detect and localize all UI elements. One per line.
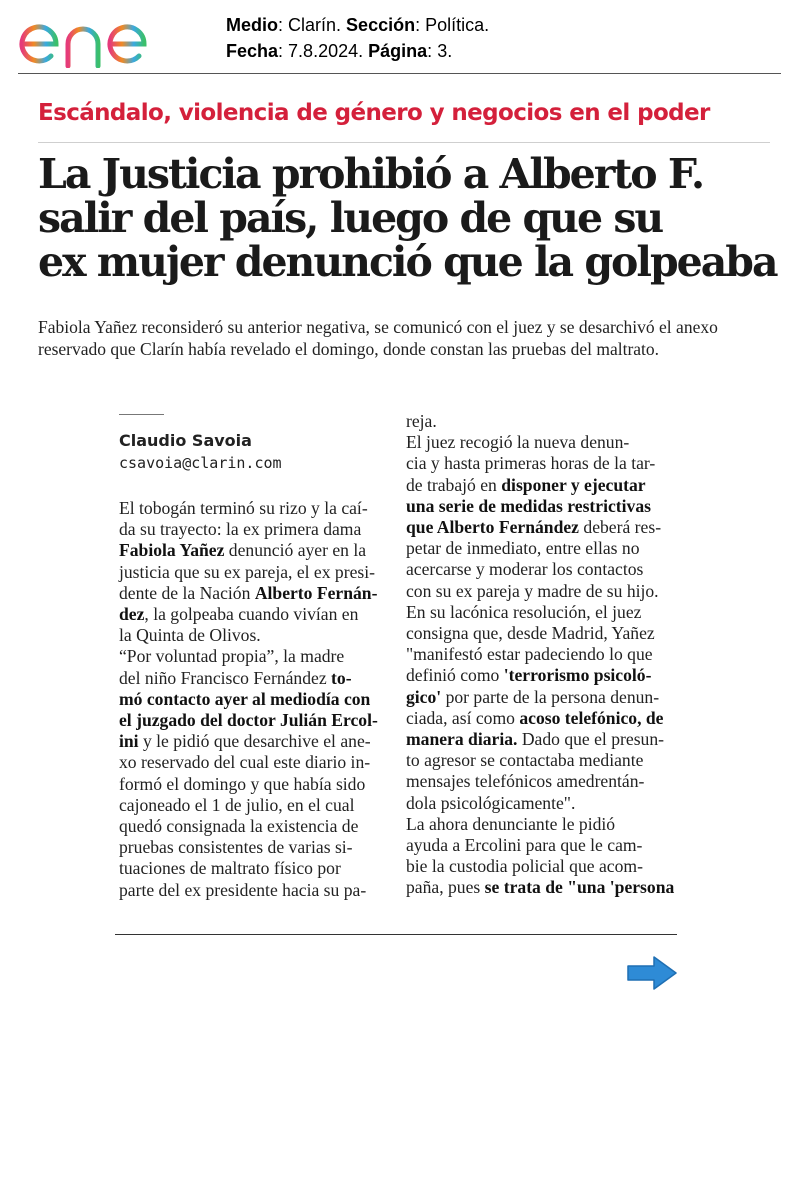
emphasized-text: se trata de "una 'persona	[484, 877, 675, 898]
article-text-line: xo reservado del cual este diario in-	[119, 752, 371, 773]
article-text-line: dez, la golpeaba cuando vivían en	[119, 604, 359, 625]
emphasized-text: dez	[119, 604, 145, 625]
clipping-metadata: Medio: Clarín. Sección: Política. Fecha: 7.8.2024. Página: 3.	[226, 15, 490, 61]
article-text-line: parte del ex presidente hacia su pa-	[119, 879, 367, 900]
article-column-right	[406, 411, 674, 899]
pagina-value: 3.	[437, 41, 453, 61]
author-email: csavoia@clarin.com	[119, 454, 282, 472]
article-text-line: acercarse y moderar los contactos	[406, 559, 644, 580]
article-column-left	[119, 498, 387, 901]
article-text-line	[406, 496, 674, 517]
emphasized-text: mó contacto ayer al mediodía con	[119, 688, 371, 709]
emphasized-text: el juzgado del doctor Julián Ercol-	[119, 710, 378, 731]
article-text-line: paña, pues se trata de "una 'persona	[406, 877, 675, 898]
article-text-line: petar de inmediato, entre ellas no	[406, 538, 640, 559]
enel-logo	[18, 6, 190, 68]
medio-value: Clarín.	[288, 15, 342, 35]
article-text-line: En su lacónica resolución, el juez	[406, 601, 642, 622]
article-text-line: justicia que su ex pareja, el ex presi-	[119, 561, 375, 582]
emphasized-text: ini	[119, 731, 139, 752]
article-text-line: dente de la Nación Alberto Fernán-	[119, 582, 378, 603]
article-text-line: ayuda a Ercolini para que le cam-	[406, 835, 643, 856]
fecha-label: Fecha	[226, 41, 279, 61]
article-text-line: gico' por parte de la persona denun-	[406, 686, 660, 707]
fecha-value: 7.8.2024.	[288, 41, 364, 61]
emphasized-text: Fabiola Yañez	[119, 540, 225, 561]
emphasized-text: 'terrorismo psicoló-	[503, 665, 652, 686]
article-text-line: to agresor se contactaba mediante	[406, 750, 644, 771]
article-text-line: la Quinta de Olivos.	[119, 625, 261, 646]
article-text-line: da su trayecto: la ex primera dama	[119, 519, 362, 540]
emphasized-text: acoso telefónico, de	[519, 707, 664, 728]
header-divider	[18, 73, 781, 74]
article-text-line: quedó consignada la existencia de	[119, 816, 359, 837]
article-text-line: del niño Francisco Fernández to-	[119, 667, 352, 688]
author-name: Claudio Savoia	[119, 431, 252, 450]
article-text-line: consigna que, desde Madrid, Yañez	[406, 623, 655, 644]
article-text-line: reja.	[406, 411, 437, 431]
article-text-line: ciada, así como acoso telefónico, de	[406, 707, 664, 728]
article-text-line: pruebas consistentes de varias si-	[119, 837, 353, 858]
article-text-line: con su ex pareja y madre de su hijo.	[406, 580, 659, 601]
article-text-line: dola psicológicamente".	[406, 792, 576, 813]
emphasized-text: to-	[331, 667, 352, 688]
emphasized-text: Alberto Fernán-	[254, 582, 378, 603]
headline-line: ex mujer denunció que la golpeaba	[38, 238, 777, 286]
emphasized-text: que Alberto Fernández	[406, 517, 579, 538]
byline-divider	[119, 414, 164, 415]
article-text-line: de trabajó en disponer y ejecutar	[406, 474, 646, 495]
article-text-line: cia y hasta primeras horas de la tar-	[406, 453, 656, 474]
article-text-line: El juez recogió la nueva denun-	[406, 432, 630, 453]
medio-label: Medio	[226, 15, 278, 35]
deck-line: reservado que Clarín había revelado el domingo, donde constan las pruebas del maltrato.	[38, 339, 660, 359]
article-text-line: La ahora denunciante le pidió	[406, 813, 616, 834]
article-text-line: formó el domingo y que había sido	[119, 773, 366, 794]
deck-line: Fabiola Yañez reconsideró su anterior negativa, se comunicó con el juez y se desarchivó el anexo	[38, 317, 718, 337]
article-text-line: cajoneado el 1 de julio, en el cual	[119, 794, 355, 815]
article-text-line: definió como 'terrorismo psicoló-	[406, 665, 652, 686]
article-text-line: manera diaria. Dado que el presun-	[406, 729, 664, 750]
article-text-line: bie la custodia policial que acom-	[406, 856, 643, 877]
pagina-label: Página	[368, 41, 428, 61]
article-text-line: tuaciones de maltrato físico por	[119, 858, 341, 879]
article-text-line: "manifestó estar padeciendo lo que	[406, 644, 653, 665]
headline-line: La Justicia prohibió a Alberto F.	[38, 150, 704, 198]
article-text-line: Fabiola Yañez denunció ayer en la	[119, 540, 367, 561]
clipping-header	[0, 0, 800, 80]
seccion-value: Política.	[425, 15, 490, 35]
seccion-label: Sección	[346, 15, 416, 35]
article-text-line: “Por voluntad propia”, la madre	[119, 646, 345, 667]
emphasized-text: manera diaria.	[406, 729, 518, 750]
article-deck	[38, 316, 778, 360]
article-kicker: Escándalo, violencia de género y negocios en el poder	[38, 100, 710, 126]
article-text-line: ini y le pidió que desarchive el ane-	[119, 731, 371, 752]
article-text-line: mensajes telefónicos amedrentán-	[406, 771, 645, 792]
article-end-rule	[115, 934, 677, 935]
article-headline	[38, 152, 778, 284]
emphasized-text: una serie de medidas restrictivas	[406, 495, 651, 516]
article-text-line	[119, 689, 387, 710]
kicker-divider	[38, 142, 770, 143]
arrow-right-icon[interactable]	[626, 955, 678, 991]
emphasized-text: gico'	[406, 686, 442, 707]
headline-line: salir del país, luego de que su	[38, 194, 663, 242]
article-text-line: El tobogán terminó su rizo y la caí-	[119, 498, 368, 518]
emphasized-text: disponer y ejecutar	[501, 474, 646, 495]
article-text-line	[119, 710, 387, 731]
article-text-line: que Alberto Fernández deberá res-	[406, 517, 662, 538]
